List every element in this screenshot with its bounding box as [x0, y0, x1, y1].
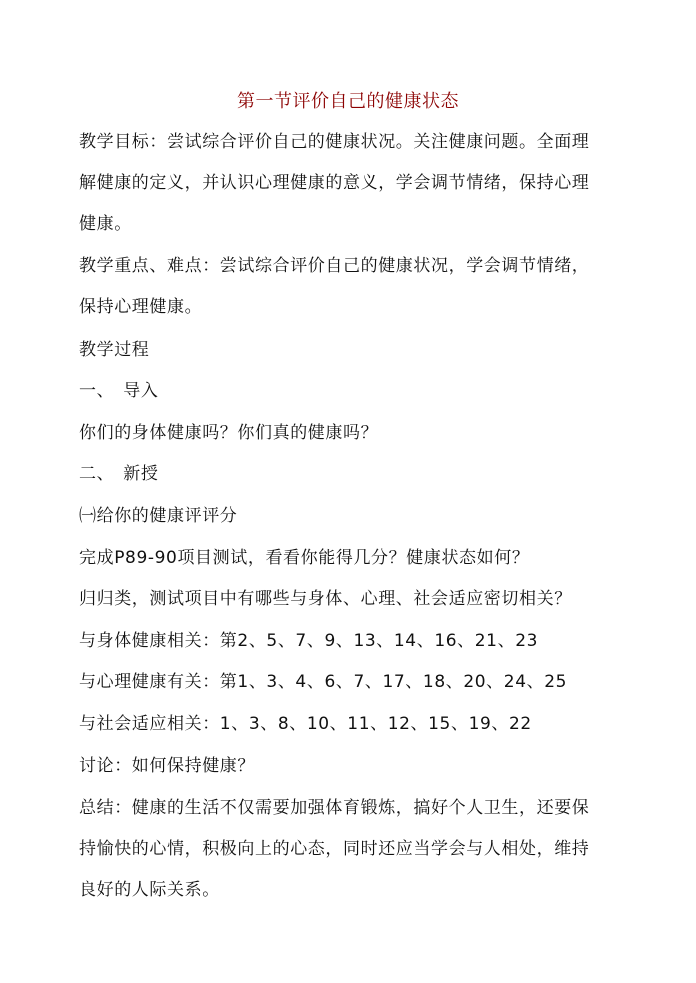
section-2-heading: 二、 新授	[79, 464, 159, 484]
document-title: 第一节评价自己的健康状态	[237, 91, 459, 112]
objectives-line-2: 解健康的定义，并认识心理健康的意义，学会调节情绪，保持心理	[79, 173, 590, 193]
task-2-text: 归归类，测试项目中有哪些与身体、心理、社会适应密切相关？	[79, 589, 572, 609]
objectives-line-1: 教学目标：尝试综合评价自己的健康状况。关注健康问题。全面理	[79, 132, 590, 152]
discussion-text: 讨论：如何保持健康？	[79, 756, 255, 776]
key-points-line-2: 保持心理健康。	[79, 297, 203, 317]
section-1-text: 你们的身体健康吗？你们真的健康吗？	[79, 423, 379, 443]
subsection-1-heading: ㈠给你的健康评评分	[79, 506, 238, 526]
summary-line-2: 持愉快的心情，积极向上的心态，同时还应当学会与人相处，维持	[79, 839, 590, 859]
physical-health-items: 与身体健康相关：第2、5、7、9、13、14、16、21、23	[79, 631, 539, 651]
key-points-line-1: 教学重点、难点：尝试综合评价自己的健康状况，学会调节情绪，	[79, 256, 590, 276]
social-adaptation-items: 与社会适应相关：1、3、8、10、11、12、15、19、22	[79, 714, 532, 734]
objectives-line-3: 健康。	[79, 214, 132, 234]
summary-line-1: 总结：健康的生活不仅需要加强体育锻炼，搞好个人卫生，还要保	[79, 798, 590, 818]
mental-health-items: 与心理健康有关：第1、3、4、6、7、17、18、20、24、25	[79, 672, 568, 692]
process-heading: 教学过程	[79, 340, 150, 360]
task-1-text: 完成P89-90项目测试，看看你能得几分？健康状态如何？	[79, 548, 530, 568]
summary-line-3: 良好的人际关系。	[79, 880, 220, 900]
section-1-heading: 一、 导入	[79, 381, 159, 401]
